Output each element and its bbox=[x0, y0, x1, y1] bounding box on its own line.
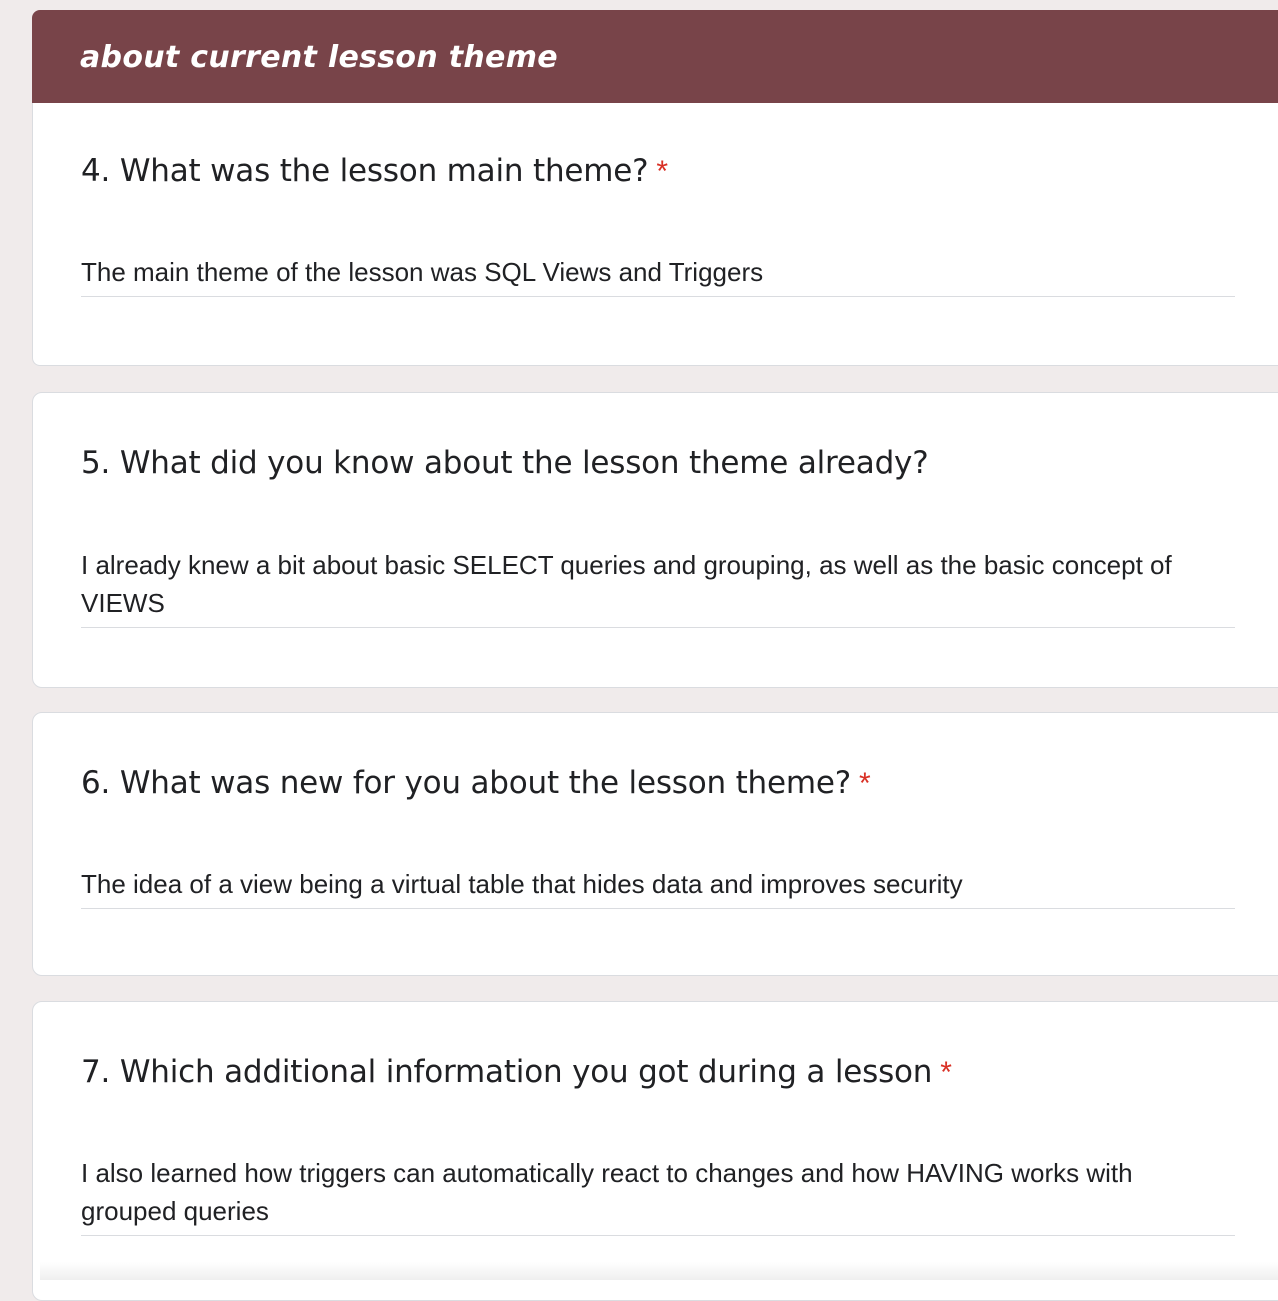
answer-field-7[interactable]: I also learned how triggers can automatically react to changes and how HAVING works with grouped queries bbox=[81, 1154, 1235, 1236]
question-label-7 bbox=[81, 1054, 952, 1090]
question-label-5 bbox=[81, 445, 928, 481]
section-header bbox=[32, 10, 1278, 103]
question-card-7 bbox=[32, 1001, 1278, 1301]
question-text: 6. What was new for you about the lesson theme? bbox=[81, 765, 851, 801]
question-card-6 bbox=[32, 712, 1278, 976]
answer-field-5[interactable]: I already knew a bit about basic SELECT queries and grouping, as well as the basic concept of VIEWS bbox=[81, 546, 1235, 628]
required-asterisk: * bbox=[656, 155, 668, 188]
bottom-fade bbox=[40, 1262, 1278, 1280]
question-card-5 bbox=[32, 392, 1278, 688]
question-label-4 bbox=[81, 153, 668, 189]
question-text: 4. What was the lesson main theme? bbox=[81, 153, 649, 189]
question-card-4 bbox=[32, 103, 1278, 366]
required-asterisk: * bbox=[940, 1056, 952, 1089]
required-asterisk: * bbox=[859, 767, 871, 800]
answer-field-4[interactable]: The main theme of the lesson was SQL Views and Triggers bbox=[81, 253, 1235, 297]
section-title: about current lesson theme bbox=[80, 40, 558, 75]
question-text: 7. Which additional information you got during a lesson bbox=[81, 1054, 933, 1090]
question-label-6 bbox=[81, 765, 870, 801]
question-text: 5. What did you know about the lesson theme already? bbox=[81, 445, 929, 481]
answer-field-6[interactable]: The idea of a view being a virtual table that hides data and improves security bbox=[81, 865, 1235, 909]
